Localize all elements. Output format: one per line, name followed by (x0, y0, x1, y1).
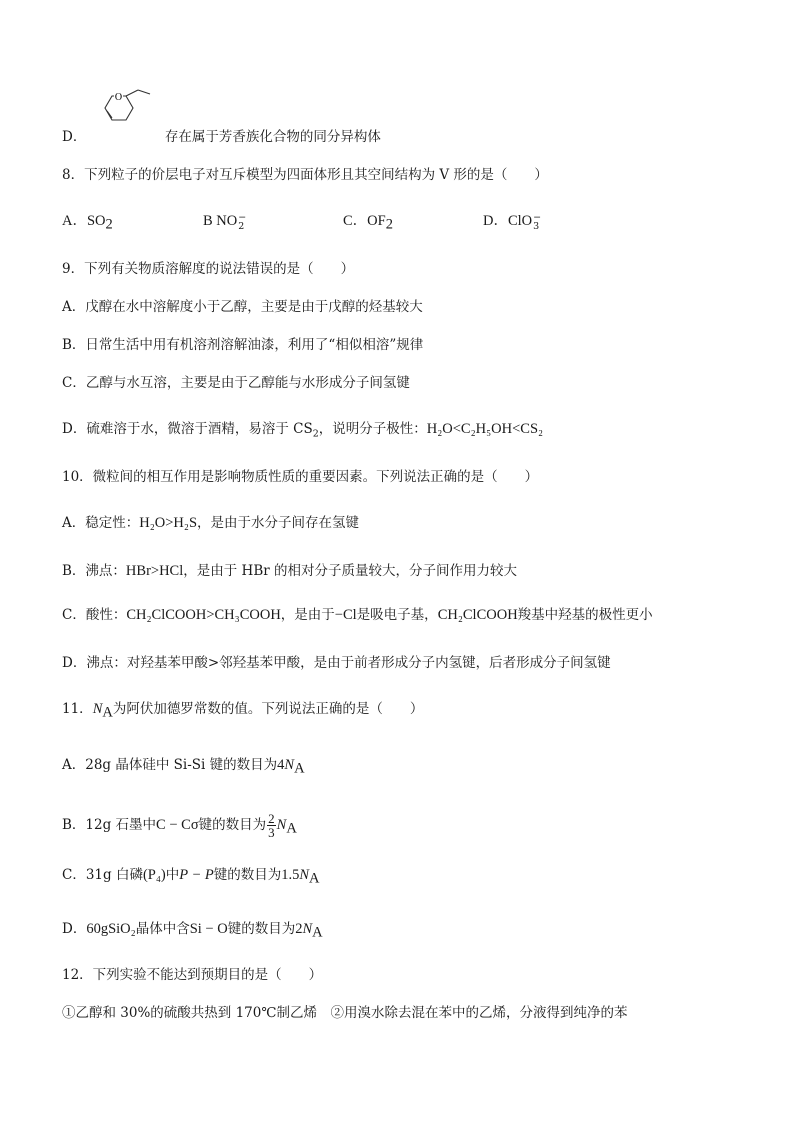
q7-d-label: D． (62, 129, 87, 145)
q10-option-a: A．稳定性：H₂O>H₂S，是由于水分子间存在氢键 (62, 515, 360, 531)
q10-option-c: C．酸性：CH₂ClCOOH>CH₃COOH，是由于−Cl是吸电子基，CH₂ClCOOH羧基中羟基的极性更小 (62, 607, 653, 623)
q9-option-c: C．乙醇与水互溶，主要是由于乙醇能与水形成分子间氢键 (62, 375, 410, 391)
q8-option-d: D．ClO − 3 (483, 211, 542, 232)
q7-d-text: 存在属于芳香族化合物的同分异构体 (164, 129, 381, 145)
q10-option-d: D．沸点：对羟基苯甲酸>邻羟基苯甲酸，是由于前者形成分子内氢键，后者形成分子间氢键 (62, 655, 611, 671)
q9-option-b: B．日常生活中用有机溶剂溶解油漆，利用了“相似相溶”规律 (62, 337, 424, 353)
fraction-two-thirds: $\frac{2}{3}$ (268, 811, 275, 840)
q8-option-c: C．$OF_2$ (343, 213, 393, 233)
q11-option-b: B．12g 石墨中C − Cσ键的数目为 $\frac{2}{3}$ $N_A$ (62, 811, 297, 840)
q11-option-a: A．28g 晶体硅中 Si-Si 键的数目为$4N_A$ (62, 757, 305, 777)
q10-option-b: B．沸点：HBr>HCl，是由于 HBr 的相对分子质量较大，分子间作用力较大 (62, 563, 517, 579)
q9-option-a: A．戊醇在水中溶解度小于乙醇，主要是由于戊醇的烃基较大 (62, 299, 423, 315)
q11-option-c: C．31g 白磷(P₄)中P − P键的数目为$1.5N_A$ (62, 867, 320, 887)
q8-option-a: A．$SO_2$ (62, 213, 113, 233)
q11-option-d: D．60gSiO₂晶体中含Si − O键的数目为$2N_A$ (62, 921, 323, 941)
q9-stem: 9．下列有关物质溶解度的说法错误的是（ ） (62, 261, 355, 277)
q8-stem: 8．下列粒子的价层电子对互斥模型为四面体形且其空间结构为 V 形的是（ ） (62, 167, 548, 183)
oxygen-atom-label: O (114, 92, 123, 103)
q9-option-d: D．硫难溶于水，微溶于酒精，易溶于 $CS_2$，说明分子极性：H₂O<C₂H₅OH<CS₂ (62, 421, 544, 440)
q7-option-d (62, 128, 381, 146)
q10-stem: 10．微粒间的相互作用是影响物质性质的重要因素。下列说法正确的是（ ） (62, 469, 539, 485)
q12-stem: 12．下列实验不能达到预期目的是（ ） (62, 967, 323, 983)
q12-items: ①乙醇和 30%的硫酸共热到 170℃制乙烯 ②用溴水除去混在苯中的乙烯，分液得到纯净的苯 (62, 1005, 628, 1021)
q11-stem: 11．$N_A$为阿伏加德罗常数的值。下列说法正确的是（ ） (62, 701, 424, 721)
q8-option-b: B NO − 2 (203, 211, 247, 232)
